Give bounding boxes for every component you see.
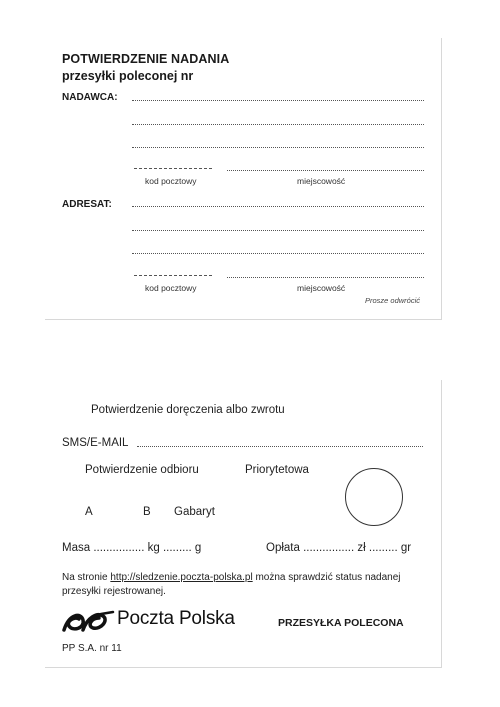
sender-label: NADAWCA: (62, 92, 118, 103)
form-subtitle: przesyłki poleconej nr (62, 69, 194, 83)
tracking-info-line-1 (62, 572, 401, 583)
size-a-label: A (85, 506, 93, 518)
tracking-info-line-2: przesyłki rejestrowanej. (62, 586, 166, 597)
size-b-label: B (143, 506, 151, 518)
receipt-confirmation-label: Potwierdzenie odbioru (85, 464, 199, 476)
tracking-info-prefix: Na stronie (62, 572, 111, 583)
sms-email-field[interactable] (137, 446, 423, 447)
recipient-postal-code-field[interactable] (134, 275, 212, 276)
postmark-circle (345, 468, 403, 526)
tracking-info-suffix: można sprawdzić status nadanej (252, 572, 401, 583)
form-number: PP S.A. nr 11 (62, 643, 122, 654)
fee-field[interactable]: Opłata ................ zł ......... gr (266, 542, 412, 554)
sms-email-label: SMS/E-MAIL (62, 437, 129, 449)
registered-mail-label: PRZESYŁKA POLECONA (278, 617, 404, 629)
recipient-line-1[interactable] (132, 206, 424, 207)
recipient-postal-code-label: kod pocztowy (145, 283, 197, 293)
delivery-confirmation-card (45, 380, 442, 668)
sender-line-3[interactable] (132, 147, 424, 148)
recipient-line-3[interactable] (132, 253, 424, 254)
sender-city-field[interactable] (227, 170, 424, 171)
recipient-label: ADRESAT: (62, 199, 112, 210)
sender-city-label: miejscowość (297, 176, 346, 186)
mass-field[interactable]: Masa ................ kg ......... g (62, 542, 202, 554)
turn-over-note: Prosze odwrócić (365, 296, 421, 305)
sender-line-1[interactable] (132, 100, 424, 101)
sender-line-2[interactable] (132, 124, 424, 125)
priority-label: Priorytetowa (245, 464, 309, 476)
recipient-city-field[interactable] (227, 277, 424, 278)
form-title: POTWIERDZENIE NADANIA (62, 52, 230, 66)
poczta-polska-logo-icon (61, 610, 115, 639)
sender-postal-code-field[interactable] (134, 168, 212, 169)
sender-postal-code-label: kod pocztowy (145, 176, 197, 186)
logo-wordmark: Poczta Polska (117, 608, 235, 629)
recipient-line-2[interactable] (132, 230, 424, 231)
tracking-link[interactable]: http://sledzenie.poczta-polska.pl (110, 572, 253, 583)
delivery-heading: Potwierdzenie doręczenia albo zwrotu (91, 404, 285, 416)
gabaryt-label: Gabaryt (174, 506, 215, 518)
dispatch-confirmation-card (45, 38, 442, 320)
recipient-city-label: miejscowość (297, 283, 346, 293)
